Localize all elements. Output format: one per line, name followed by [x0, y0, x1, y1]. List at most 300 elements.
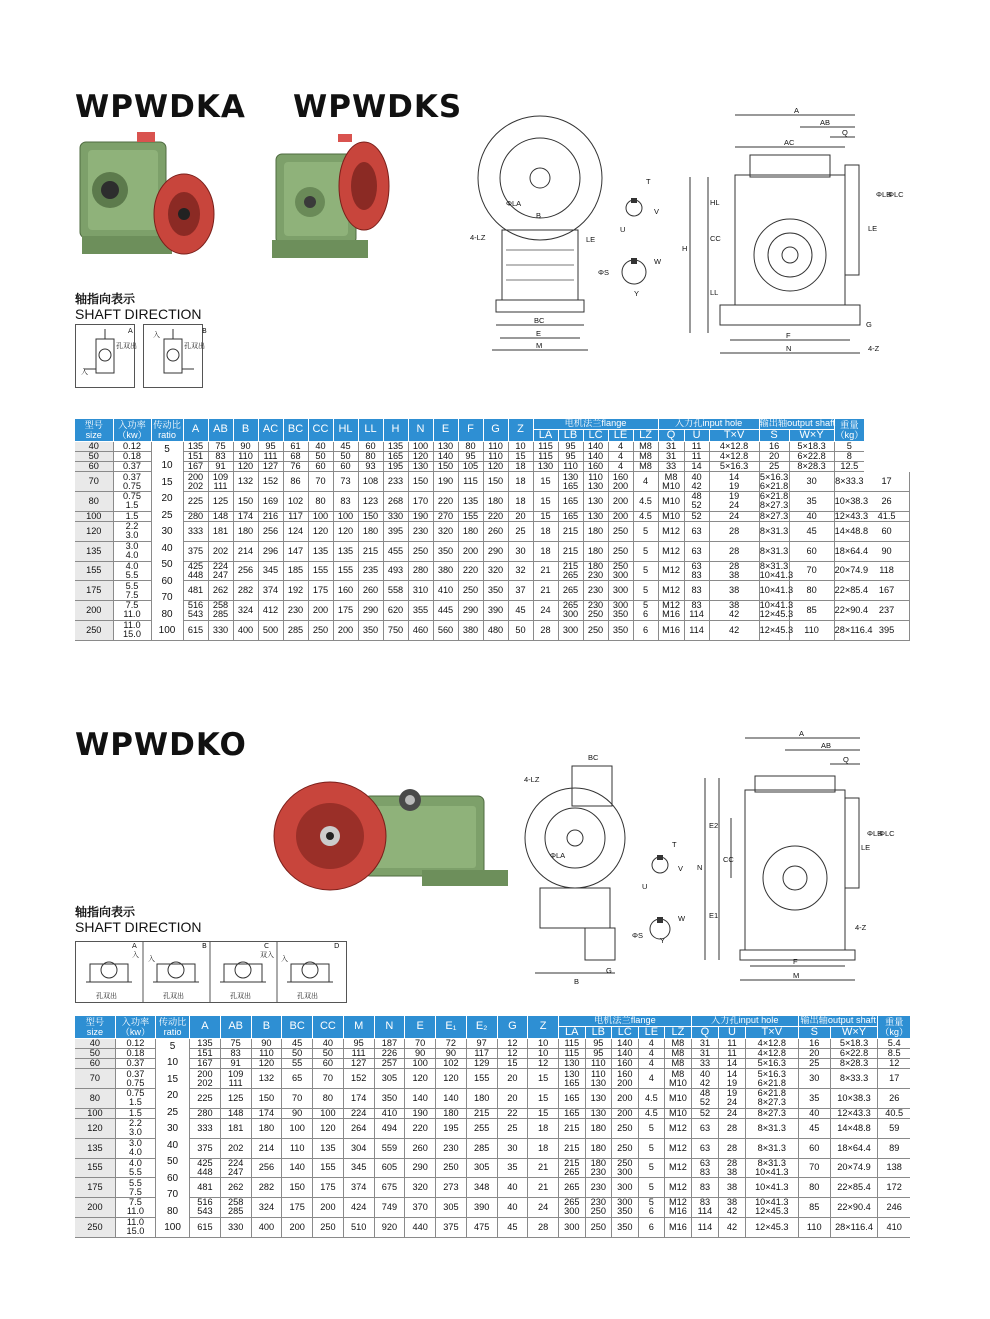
- drawing-label: ΦLC: [879, 829, 895, 838]
- cell-line: 215: [562, 560, 579, 571]
- data-cell: [834, 472, 864, 492]
- data-cell: [358, 451, 383, 461]
- cell-line: 80: [365, 450, 376, 461]
- cell-line: 90: [240, 440, 251, 451]
- data-cell: [830, 1069, 878, 1089]
- data-cell: [638, 1138, 665, 1158]
- power-cell: [115, 1048, 155, 1058]
- header-sub-col: Q: [658, 429, 684, 441]
- cell-line: 100: [320, 1107, 336, 1118]
- cell-line: 0.75: [123, 491, 141, 502]
- cell-line: 333: [187, 525, 204, 536]
- data-cell: [283, 581, 308, 601]
- data-cell: [709, 472, 759, 492]
- size-cell: 50: [75, 451, 113, 461]
- cell-line: 4×12.8: [757, 1037, 786, 1048]
- data-cell: [220, 1178, 251, 1198]
- cell-line: 135: [387, 440, 404, 451]
- data-cell: [458, 472, 483, 492]
- header-sub-col: S: [798, 1026, 830, 1038]
- cell-line: 155: [473, 1072, 490, 1083]
- data-cell: [583, 451, 608, 461]
- cell-line: 12: [507, 1047, 518, 1058]
- data-cell: [251, 1158, 282, 1178]
- cell-line: 0.12: [126, 1037, 145, 1048]
- size-cell: 80: [75, 1088, 115, 1108]
- cell-line: 152: [350, 1072, 367, 1083]
- panel-label: 入: [148, 955, 155, 963]
- data-cell: [258, 521, 283, 541]
- cell-line: 5: [164, 443, 170, 455]
- header-size: [75, 1016, 115, 1038]
- cell-line: 200: [612, 480, 629, 491]
- cell-line: 380: [462, 624, 479, 635]
- cell-line: M12: [668, 1162, 687, 1173]
- cell-line: 40: [806, 510, 817, 521]
- cell-line: 25: [161, 509, 173, 521]
- cell-line: 165: [564, 1107, 580, 1118]
- data-cell: [834, 521, 869, 541]
- cell-line: 15: [540, 475, 551, 486]
- cell-line: 95: [565, 450, 576, 461]
- data-cell: [665, 1048, 692, 1058]
- data-cell: [436, 1058, 467, 1068]
- cell-line: 305: [443, 1201, 459, 1212]
- cell-line: 155: [462, 510, 479, 521]
- cell-line: 6×21.8: [759, 491, 789, 502]
- cell-line: 8×33.3: [839, 1072, 869, 1083]
- cell-line: 83: [230, 1047, 241, 1058]
- cell-line: 5×16.3: [757, 1068, 786, 1079]
- cell-line: 4×12.8: [719, 450, 749, 461]
- cell-line: 215: [562, 525, 579, 536]
- cell-line: 83: [215, 450, 226, 461]
- data-cell: [308, 601, 333, 621]
- power-cell: [113, 561, 151, 581]
- data-cell: [251, 1178, 282, 1198]
- cell-line: 475: [473, 1221, 490, 1232]
- data-cell: [745, 1178, 798, 1198]
- cell-line: 130: [587, 495, 604, 506]
- cell-line: 330: [227, 1221, 244, 1232]
- cell-line: （kw）: [117, 429, 147, 440]
- cell-line: 324: [237, 604, 254, 615]
- cell-line: 260: [362, 585, 379, 596]
- data-cell: [497, 1108, 528, 1118]
- header-flange: 电机法兰flange: [559, 1016, 692, 1026]
- cell-line: 14×48.8: [834, 525, 869, 536]
- cell-line: 15: [507, 1057, 518, 1068]
- cell-line: 80: [315, 495, 326, 506]
- cell-line: 256: [262, 525, 279, 536]
- cell-line: 5: [648, 1142, 654, 1153]
- cell-line: 5.4: [887, 1037, 901, 1048]
- cell-line: 5.5: [125, 569, 139, 580]
- data-cell: [558, 441, 583, 451]
- cell-line: 282: [237, 585, 254, 596]
- drawing-label: ΦLC: [888, 190, 904, 199]
- data-cell: [665, 1108, 692, 1118]
- size-cell: 135: [75, 541, 113, 561]
- size-cell: 60: [75, 1058, 115, 1068]
- data-cell: [433, 601, 458, 621]
- cell-line: 21: [538, 1162, 549, 1173]
- cell-line: 1.5: [125, 510, 139, 521]
- drawing-label: 4-LZ: [470, 233, 486, 242]
- cell-line: 63: [691, 560, 702, 571]
- cell-line: 148: [212, 510, 229, 521]
- data-cell: [466, 1069, 497, 1089]
- front-view-drawing-2: [695, 728, 895, 988]
- drawing-label: AB: [821, 741, 832, 750]
- cell-line: 3.0: [129, 1127, 142, 1138]
- data-cell: [258, 441, 283, 451]
- cell-line: 6×21.8: [759, 480, 789, 491]
- data-cell: [220, 1108, 251, 1118]
- panel-label: 入: [153, 331, 160, 339]
- size-cell: 200: [75, 1198, 115, 1218]
- cell-line: 6: [642, 609, 649, 620]
- drawing-label: W: [654, 257, 662, 266]
- data-cell: [638, 1058, 665, 1068]
- cell-line: M8: [671, 1057, 685, 1068]
- cell-line: 135: [337, 545, 354, 556]
- data-cell: [358, 491, 383, 511]
- table-row: [75, 1108, 910, 1118]
- data-cell: [233, 451, 258, 461]
- cell-line: 235: [362, 565, 379, 576]
- data-cell: [533, 491, 558, 511]
- cell-line: 5: [642, 585, 649, 596]
- data-cell: [633, 472, 658, 492]
- drawing-label: 4-Z: [868, 344, 880, 353]
- data-cell: [436, 1217, 467, 1237]
- cell-line: 481: [197, 1182, 213, 1193]
- data-cell: [528, 1058, 559, 1068]
- cell-line: 15: [540, 510, 551, 521]
- data-cell: [585, 1058, 612, 1068]
- header-sub-col: LA: [559, 1026, 586, 1038]
- data-cell: [233, 620, 258, 640]
- data-cell: [313, 1138, 344, 1158]
- cell-line: 19: [728, 491, 740, 502]
- data-cell: [691, 1058, 719, 1068]
- data-cell: [528, 1158, 559, 1178]
- data-cell: [458, 521, 483, 541]
- data-cell: [508, 451, 533, 461]
- data-cell: [583, 620, 608, 640]
- data-cell: [789, 601, 834, 621]
- cell-line: 8×28.3: [797, 460, 826, 471]
- cell-line: 83: [699, 1166, 711, 1177]
- cell-line: 95: [565, 440, 576, 451]
- cell-line: 83: [699, 1197, 711, 1208]
- cell-line: 135: [187, 440, 204, 451]
- header-sub-col: U: [719, 1026, 746, 1038]
- data-cell: [583, 441, 608, 451]
- cell-line: 35: [809, 1092, 820, 1103]
- cell-line: 130: [564, 1057, 580, 1068]
- data-cell: [458, 461, 483, 471]
- cell-line: 100: [164, 1222, 181, 1234]
- cell-line: 75: [230, 1037, 241, 1048]
- header-ratio: [156, 1016, 190, 1038]
- panel-letter: C: [264, 942, 269, 950]
- data-cell: [483, 541, 508, 561]
- cell-line: 480: [487, 624, 504, 635]
- data-cell: [559, 1158, 586, 1178]
- data-cell: [684, 511, 709, 521]
- cell-line: 175: [289, 1201, 305, 1212]
- gearbox-photo-wpwdka: [72, 128, 222, 263]
- cell-line: 305: [381, 1072, 398, 1083]
- cell-line: 5: [642, 525, 649, 536]
- data-cell: [533, 472, 558, 492]
- cell-line: 90: [881, 545, 892, 556]
- cell-line: 375: [187, 545, 204, 556]
- data-cell: [789, 561, 834, 581]
- cell-line: 320: [487, 565, 504, 576]
- cell-line: 4.0: [125, 550, 139, 561]
- header-col: LL: [358, 419, 383, 441]
- data-cell: [383, 620, 408, 640]
- drawing-label: G: [866, 320, 872, 329]
- size-cell: 80: [75, 491, 113, 511]
- data-cell: [834, 510, 869, 521]
- data-cell: [612, 1198, 639, 1218]
- cell-line: 90: [415, 1047, 426, 1058]
- cell-line: 8×31.3: [759, 560, 789, 571]
- cell-line: 28: [726, 1142, 738, 1153]
- cell-line: 22: [507, 1107, 518, 1118]
- cell-line: 90: [292, 1107, 303, 1118]
- data-cell: [233, 511, 258, 521]
- cell-line: 28: [728, 560, 740, 571]
- drawing-label: 4-Z: [855, 923, 867, 932]
- cell-line: 45: [507, 1221, 518, 1232]
- drawing-label: ΦLA: [506, 199, 522, 208]
- spec-table-wpwdko: [75, 1016, 910, 1238]
- cell-line: 165: [562, 510, 579, 521]
- cell-line: 150: [412, 475, 429, 486]
- data-cell: [220, 1217, 251, 1237]
- cell-line: 100: [412, 440, 429, 451]
- cell-line: 129: [473, 1057, 490, 1068]
- cell-line: 226: [381, 1047, 398, 1058]
- data-cell: [233, 461, 258, 471]
- cell-line: 150: [487, 475, 504, 486]
- cell-line: 5×16.3: [757, 1057, 786, 1068]
- cell-line: 425: [187, 560, 204, 571]
- cell-line: M12: [662, 545, 680, 556]
- cell-line: 60: [806, 545, 817, 556]
- power-cell: [115, 1058, 155, 1068]
- data-cell: [308, 491, 333, 511]
- data-cell: [436, 1198, 467, 1218]
- cell-line: 60: [161, 575, 173, 587]
- data-cell: [533, 601, 558, 621]
- cell-line: 348: [473, 1182, 490, 1193]
- cell-line: 300: [564, 1206, 580, 1217]
- data-cell: [466, 1217, 497, 1237]
- data-cell: [608, 561, 633, 581]
- cell-line: 390: [473, 1201, 490, 1212]
- cell-line: 83: [691, 569, 702, 580]
- data-cell: [864, 511, 909, 521]
- power-cell: [113, 441, 151, 451]
- cell-line: 38: [726, 1166, 738, 1177]
- data-cell: [483, 491, 508, 511]
- cell-line: 246: [886, 1201, 902, 1212]
- data-cell: [633, 541, 658, 561]
- data-cell: [789, 441, 834, 451]
- cell-line: 174: [350, 1092, 367, 1103]
- data-cell: [878, 1138, 910, 1158]
- data-cell: [497, 1217, 528, 1237]
- data-cell: [745, 1158, 798, 1178]
- cell-line: 749: [381, 1201, 398, 1212]
- cell-line: 15: [167, 1073, 179, 1085]
- cell-line: 40: [315, 440, 326, 451]
- cell-line: 8×33.3: [835, 475, 864, 486]
- data-cell: [358, 461, 383, 471]
- drawing-label: A: [794, 106, 800, 115]
- cell-line: 115: [564, 1037, 580, 1048]
- cell-line: 180: [590, 1142, 606, 1153]
- cell-line: 300: [617, 1166, 633, 1177]
- cell-line: 28: [540, 624, 551, 635]
- cell-line: 26: [889, 1092, 900, 1103]
- data-cell: [343, 1058, 374, 1068]
- table-row: [75, 1178, 910, 1198]
- cell-line: 265: [564, 1182, 580, 1193]
- cell-line: 108: [362, 475, 379, 486]
- cell-line: 65: [292, 1072, 303, 1083]
- cell-line: 12.5: [840, 460, 859, 471]
- cell-line: 180: [237, 525, 254, 536]
- cell-line: 114: [697, 1206, 713, 1217]
- cell-line: 100: [289, 1122, 305, 1133]
- data-cell: [691, 1217, 719, 1237]
- panel-label: 孔双出: [184, 342, 205, 350]
- data-cell: [789, 461, 834, 471]
- data-cell: [258, 461, 283, 471]
- data-cell: [183, 441, 208, 451]
- data-cell: [183, 601, 208, 621]
- cell-line: 10×41.3: [755, 1197, 789, 1208]
- cell-line: 333: [197, 1122, 213, 1133]
- cell-line: 4: [648, 1057, 654, 1068]
- cell-line: 559: [381, 1142, 398, 1153]
- data-cell: [559, 1178, 586, 1198]
- data-cell: [638, 1048, 665, 1058]
- drawing-label: Q: [843, 755, 849, 764]
- cell-line: 14: [726, 1057, 738, 1068]
- cell-line: M8: [639, 450, 652, 461]
- data-cell: [709, 601, 759, 621]
- cell-line: 233: [387, 475, 404, 486]
- cell-line: 8×28.3: [839, 1057, 869, 1068]
- cell-line: 5×16.3: [759, 471, 789, 482]
- data-cell: [834, 620, 873, 640]
- cell-line: 38: [728, 585, 740, 596]
- data-cell: [798, 1118, 830, 1138]
- cell-line: M12: [662, 600, 680, 611]
- data-cell: [684, 441, 709, 451]
- data-cell: [533, 541, 558, 561]
- cell-line: 100: [412, 1057, 428, 1068]
- panel-label: 孔双出: [230, 992, 251, 1000]
- cell-line: 114: [689, 624, 704, 635]
- data-cell: [709, 521, 759, 541]
- cell-line: 50: [292, 1047, 303, 1058]
- data-cell: [719, 1058, 746, 1068]
- data-cell: [220, 1069, 251, 1089]
- cell-line: 63: [699, 1142, 711, 1153]
- data-cell: [220, 1048, 251, 1058]
- data-cell: [878, 1069, 910, 1089]
- cell-line: 14: [728, 471, 740, 482]
- data-cell: [864, 561, 909, 581]
- cell-line: 70: [806, 565, 817, 576]
- cell-line: 70: [292, 1092, 303, 1103]
- cell-line: 16: [809, 1037, 820, 1048]
- data-cell: [374, 1038, 405, 1048]
- cell-line: 73: [340, 475, 351, 486]
- ratio-cell: [151, 441, 183, 640]
- data-cell: [358, 581, 383, 601]
- data-cell: [878, 1088, 910, 1108]
- data-cell: [436, 1138, 467, 1158]
- data-cell: [383, 441, 408, 451]
- cell-line: 4: [617, 440, 624, 451]
- drawing-label: A: [799, 729, 805, 738]
- cell-line: 120: [337, 525, 354, 536]
- drawing-label: LE: [868, 224, 878, 233]
- header-sub-col: LZ: [633, 429, 658, 441]
- cell-line: 20: [809, 1047, 820, 1058]
- data-cell: [608, 521, 633, 541]
- cell-line: 256: [258, 1162, 275, 1173]
- power-cell: [113, 601, 151, 621]
- cell-line: 202: [197, 1077, 213, 1088]
- data-cell: [684, 581, 709, 601]
- data-cell: [558, 472, 583, 492]
- cell-line: 355: [412, 604, 429, 615]
- cell-line: 102: [287, 495, 304, 506]
- power-cell: [113, 461, 151, 471]
- cell-line: 10×41.3: [759, 569, 794, 580]
- data-cell: [436, 1178, 467, 1198]
- header-ratio: [151, 419, 183, 441]
- cell-line: 10×38.3: [837, 1092, 871, 1103]
- cell-line: 543: [187, 609, 204, 620]
- cell-line: 180: [590, 1157, 606, 1168]
- data-cell: [374, 1178, 405, 1198]
- data-cell: [658, 441, 684, 451]
- data-cell: [684, 472, 709, 492]
- data-cell: [789, 511, 834, 521]
- data-cell: [508, 561, 533, 581]
- cell-line: 273: [443, 1182, 459, 1193]
- data-cell: [830, 1108, 878, 1118]
- data-cell: [665, 1217, 692, 1237]
- cell-line: 8.5: [887, 1047, 901, 1058]
- cell-line: 0.37: [123, 460, 141, 471]
- data-cell: [583, 561, 608, 581]
- cell-line: 52: [699, 1097, 711, 1108]
- data-cell: [313, 1118, 344, 1138]
